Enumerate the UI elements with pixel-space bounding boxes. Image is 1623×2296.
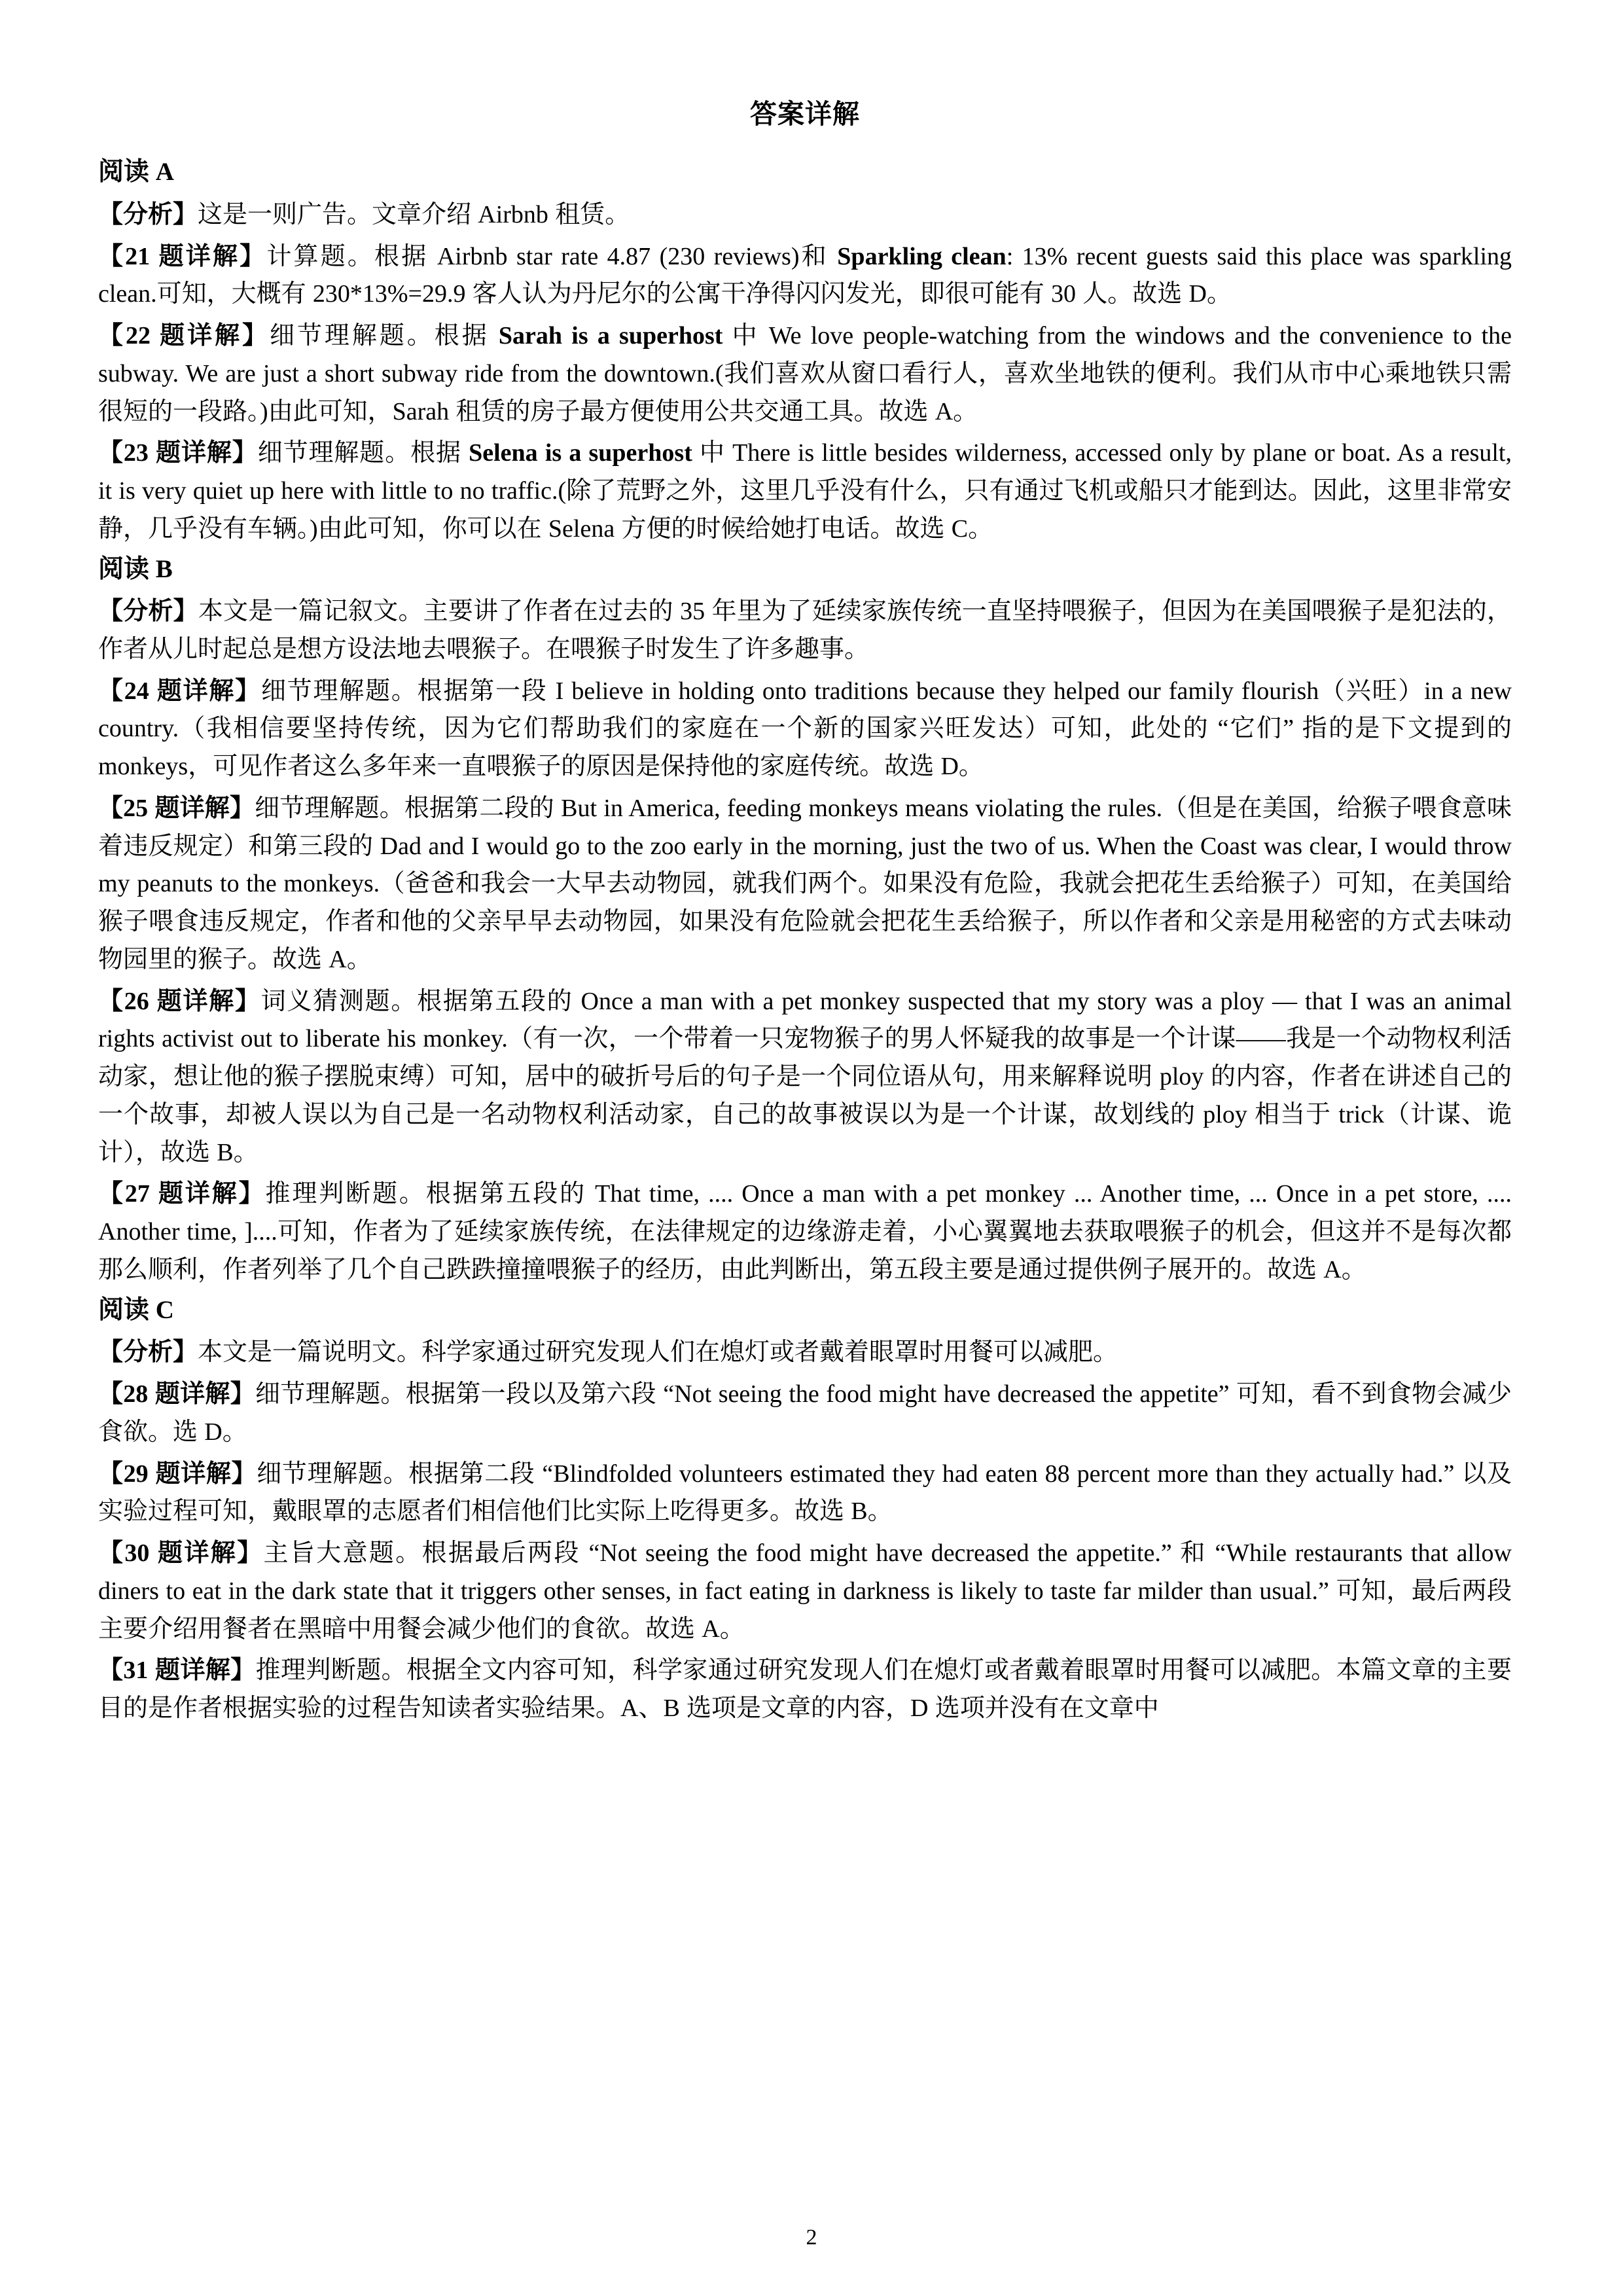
explanation-paragraph xyxy=(98,435,1512,548)
explanation-label: 【29 题详解】 xyxy=(98,1460,257,1488)
explanation-text: 中 There is little besides wilderness, accessed only by plane or boat. As a result, it is very quiet up here with little to no traffic.(除了荒野之外，这里几乎没有什么，只有通过飞机或船只才能到达。因此，这里非常安静，几乎没有车辆。)由此可知，你可以在 Selena 方便的时候给她打电话。故选 C。 xyxy=(98,439,1512,543)
explanation-text: 细节理解题。根据第二段的 But in America, feeding monkeys means violating the rules.（但是在美国，给猴子喂食意味着违反规定）和第三段的 Dad and I would go to the zoo early in the morning, just the two of us. When the Coast was clear, I would throw my peanuts to the monkeys.（爸爸和我会一大早去动物园，就我们两个。如果没有危险，我就会把花生丢给猴子）可知，在美国给猴子喂食违反规定，作者和他的父亲早早去动物园，如果没有危险就会把花生丢给猴子，所以作者和父亲是用秘密的方式去味动物园里的猴子。故选 A。 xyxy=(98,794,1512,973)
explanation-text: 本文是一篇记叙文。主要讲了作者在过去的 35 年里为了延续家族传统一直坚持喂猴子，但因为在美国喂猴子是犯法的，作者从儿时起总是想方设法地去喂猴子。在喂猴子时发生了许多趣事。 xyxy=(98,598,1512,663)
explanation-text: 词义猜测题。根据第五段的 Once a man with a pet monkey suspected that my story was a ploy — that I was an animal rights activist out to liberate his monkey.（有一次，一个带着一只宠物猴子的男人怀疑我的故事是一个计谋——我是一个动物权利活动家，想让他的猴子摆脱束缚）可知，居中的破折号后的句子是一个同位语从句，用来解释说明 ploy 的内容，作者在讲述自己的一个故事，却被人误以为自己是一名动物权利活动家，自己的故事被误以为是一个计谋，故划线的 ploy 相当于 trick（计谋、诡计），故选 B。 xyxy=(98,987,1512,1166)
explanation-label: 【27 题详解】 xyxy=(98,1180,266,1208)
explanation-text: 计算题。根据 Airbnb star rate 4.87 (230 reviews)和 xyxy=(266,242,838,270)
explanation-text: 细节理解题。根据 xyxy=(257,439,469,467)
explanation-label: 【分析】 xyxy=(98,598,198,626)
explanation-paragraph xyxy=(98,1175,1512,1289)
explanation-paragraph xyxy=(98,790,1512,979)
explanation-text: : 13% recent guests said this place was sparkling clean.可知，大概有 230*13%=29.9 客人认为丹尼尔的公寓干净得闪闪发光，即很可能有 30 人。故选 D。 xyxy=(98,242,1512,308)
explanation-label: 【31 题详解】 xyxy=(98,1657,256,1685)
explanation-label: 【24 题详解】 xyxy=(98,677,261,705)
explanation-label: 【21 题详解】 xyxy=(98,242,267,270)
explanation-paragraph xyxy=(98,1456,1512,1532)
quoted-heading-text: Sarah is a superhost xyxy=(498,322,723,350)
section-heading: 阅读 B xyxy=(98,554,173,583)
explanation-text: 推理判断题。根据全文内容可知，科学家通过研究发现人们在熄灯或者戴着眼罩时用餐可以减肥。本篇文章的主要目的是作者根据实验的过程告知读者实验结果。A、B 选项是文章的内容，D 选项并没有在文章中 xyxy=(98,1657,1512,1723)
quoted-heading-text: Selena is a superhost xyxy=(469,439,692,467)
explanation-text: 细节理解题。根据 xyxy=(270,322,499,350)
explanation-label: 【分析】 xyxy=(98,1338,198,1367)
explanation-text: 推理判断题。根据第五段的 That time, .... Once a man with a pet monkey ... Another time, ... Once in a pet store, .... Another time, ]....可知，作者为了延续家族传统，在法律规定的边缘游走着，小心翼翼地去获取喂猴子的机会，但这并不是每次都那么顺利，作者列举了几个自己跌跌撞撞喂猴子的经历，由此判断出，第五段主要是通过提供例子展开的。故选 A。 xyxy=(98,1180,1512,1283)
explanation-label: 【22 题详解】 xyxy=(98,322,270,350)
explanation-text: 中 We love people-watching from the windows and the convenience to the subway. We are just a short subway ride from the downtown.(我们喜欢从窗口看行人，喜欢坐地铁的便利。我们从市中心乘地铁只需很短的一段路。)由此可知，Sarah 租赁的房子最方便使用公共交通工具。故选 A。 xyxy=(98,322,1512,425)
explanation-paragraph xyxy=(98,1652,1512,1728)
explanation-label: 【23 题详解】 xyxy=(98,439,258,467)
explanation-text: 这是一则广告。文章介绍 Airbnb 租赁。 xyxy=(198,200,630,228)
explanation-paragraph xyxy=(98,1376,1512,1452)
explanation-label: 【30 题详解】 xyxy=(98,1539,264,1568)
section-heading: 阅读 A xyxy=(98,158,174,187)
explanation-paragraph xyxy=(98,983,1512,1172)
explanation-label: 【分析】 xyxy=(98,200,198,228)
section-heading: 阅读 C xyxy=(98,1295,174,1324)
explanation-text: 细节理解题。根据第一段 I believe in holding onto traditions because they helped our family flourish（兴旺）in a new country.（我相信要坚持传统，因为它们帮助我们的家庭在一个新的国家兴旺发达）可知，此处的 “它们” 指的是下文提到的 monkeys，可见作者这么多年来一直喂猴子的原因是保持他的家庭传统。故选 D。 xyxy=(98,677,1512,781)
answer-explanations-body xyxy=(98,155,1512,1728)
explanation-paragraph xyxy=(98,317,1512,431)
page-number: 2 xyxy=(806,2225,817,2250)
explanation-paragraph xyxy=(98,593,1512,669)
explanation-text: 细节理解题。根据第一段以及第六段 “Not seeing the food might have decreased the appetite” 可知，看不到食物会减少食欲。选 D。 xyxy=(98,1380,1512,1446)
explanation-label: 【28 题详解】 xyxy=(98,1380,256,1408)
explanation-paragraph xyxy=(98,673,1512,786)
page-title: 答案详解 xyxy=(750,99,860,129)
explanation-text: 主旨大意题。根据最后两段 “Not seeing the food might have decreased the appetite.” 和 “While restaurants that allow diners to eat in the dark state that it triggers other senses, in fact eating in darkness is likely to taste far milder than usual.” 可知，最后两段主要介绍用餐者在黑暗中用餐会减少他们的食欲。故选 A。 xyxy=(98,1539,1512,1643)
explanation-text: 细节理解题。根据第二段 “Blindfolded volunteers estimated they had eaten 88 percent more than they actually had.” 以及实验过程可知，戴眼罩的志愿者们相信他们比实际上吃得更多。故选 B。 xyxy=(98,1460,1512,1526)
explanation-text: 本文是一篇说明文。科学家通过研究发现人们在熄灯或者戴着眼罩时用餐可以减肥。 xyxy=(198,1338,1118,1367)
explanation-paragraph xyxy=(98,238,1512,314)
quoted-heading-text: Sparkling clean xyxy=(837,242,1007,270)
explanation-paragraph xyxy=(98,1334,1512,1372)
explanation-label: 【26 题详解】 xyxy=(98,987,261,1015)
explanation-paragraph xyxy=(98,1535,1512,1648)
explanation-paragraph xyxy=(98,196,1512,234)
explanation-label: 【25 题详解】 xyxy=(98,794,255,822)
